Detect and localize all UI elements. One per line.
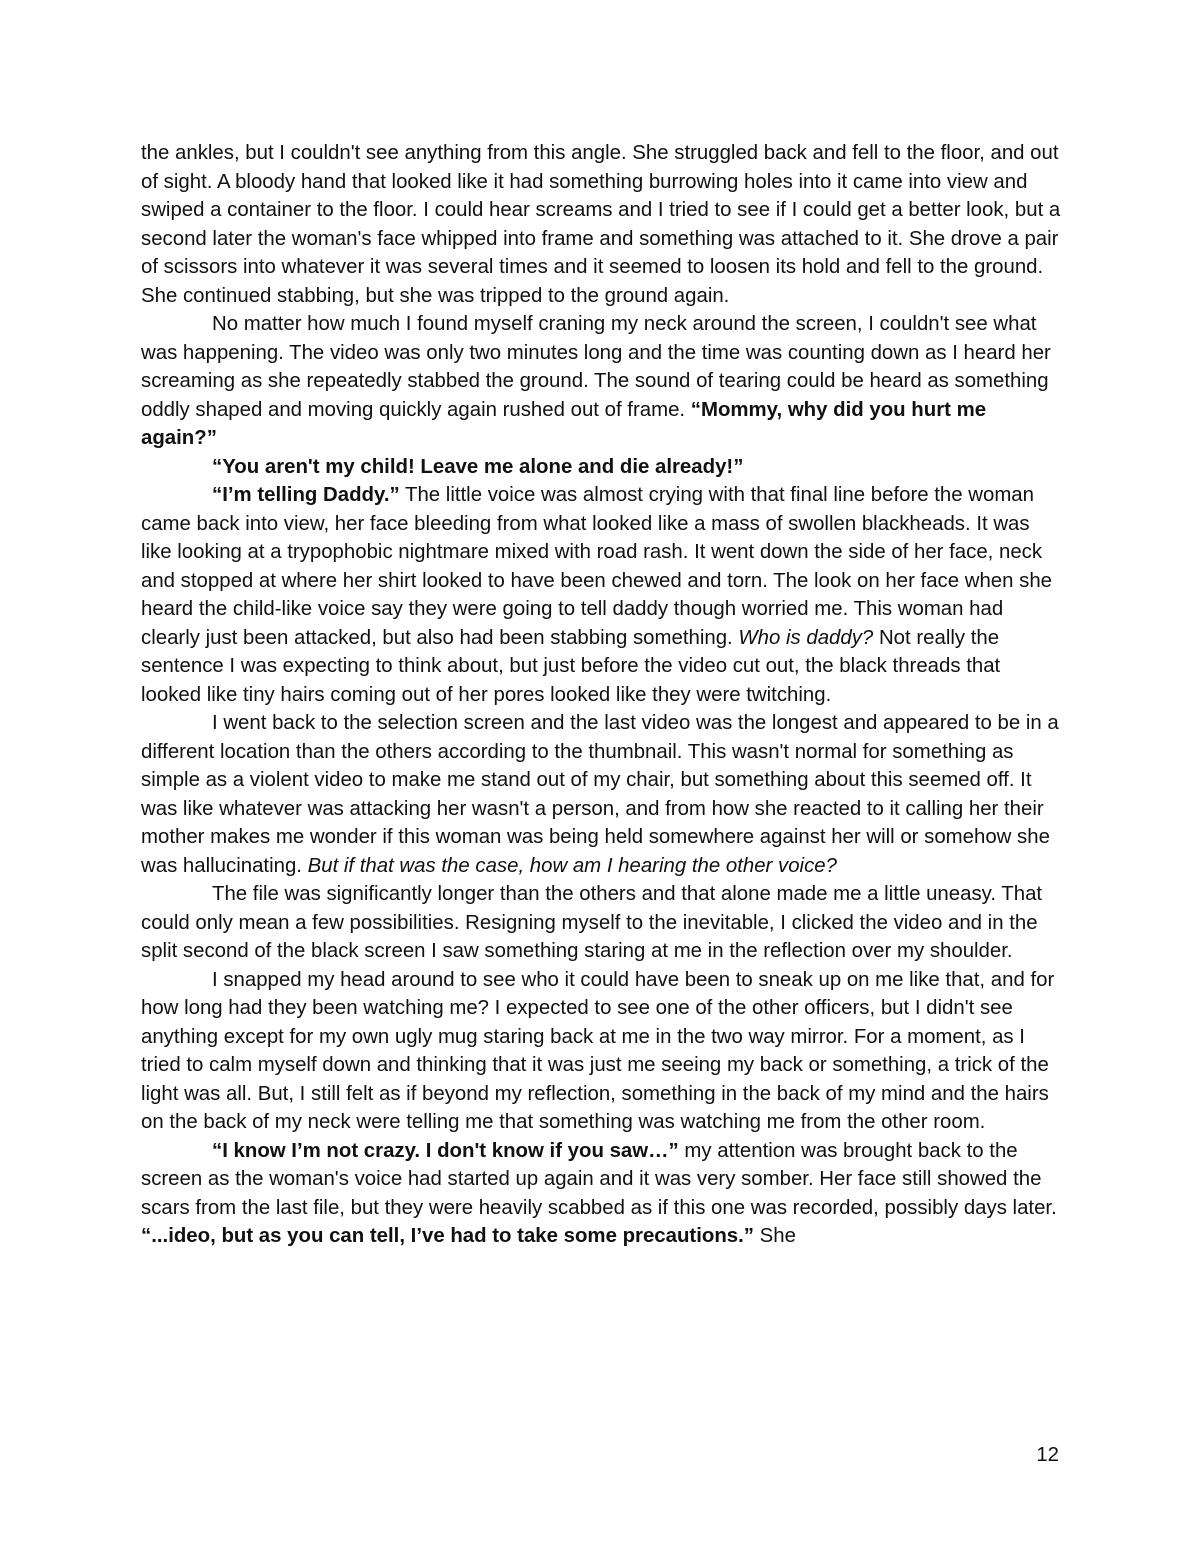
dialogue-text: “You aren't my child! Leave me alone and die already!” <box>212 455 744 478</box>
narrative-text: She <box>754 1225 796 1247</box>
paragraph <box>141 310 1061 453</box>
paragraph <box>141 1137 1061 1251</box>
narrative-text: The little voice was almost crying with that final line before the woman came back into view, her face bleeding from what looked like a mass of swollen blackheads. It was like looking at a trypophobic nightmare mixed with road rash. It went down the side of her face, neck and stopped at where her shirt looked to have been chewed and torn. The look on her face when she heard the child-like voice say they were going to tell daddy though worried me. This woman had clearly just been attacked, but also had been stabbing something. <box>141 484 1053 649</box>
narrative-text: Not really the sentence I was expecting to think about, but just before the video cut out, the black threads that looked like tiny hairs coming out of her pores looked like they were twitching. <box>141 626 1001 706</box>
thought-text: But if that was the case, how am I hearing the other voice? <box>307 854 837 877</box>
page-body <box>141 139 1061 1251</box>
dialogue-text: “I know I’m not crazy. I don't know if you saw…” <box>212 1139 679 1162</box>
dialogue-text: “I’m telling Daddy.” <box>212 484 400 506</box>
narrative-text: No matter how much I found myself craning my neck around the screen, I couldn't see what was happening. The video was only two minutes long and the time was counting down as I heard her screaming as she repeatedly stabbed the ground. The sound of tearing could be heard as something oddly shaped and moving quickly again rushed out of frame. <box>141 313 1051 421</box>
narrative-text: The file was significantly longer than the others and that alone made me a little uneasy. That could only mean a few possibilities. Resigning myself to the inevitable, I clicked the video and in the split second of the black screen I saw something staring at me in the reflection over my shoulder. <box>141 883 1043 962</box>
narrative-text: I went back to the selection screen and the last video was the longest and appeared to be in a different location than the others according to the thumbnail. This wasn't normal for something as simple as a violent video to make me stand out of my chair, but something about this seemed off. It was like whatever was attacking her wasn't a person, and from how she reacted to it calling her their mother makes me wonder if this woman was being held somewhere against her will or somehow she was hallucinating. <box>141 712 1059 877</box>
thought-text: Who is daddy? <box>738 626 874 649</box>
paragraph <box>141 880 1061 966</box>
narrative-text: the ankles, but I couldn't see anything from this angle. She struggled back and fell to the floor, and out of sight. A bloody hand that looked like it had something burrowing holes into it came into view and swiped a container to the floor. I could hear screams and I tried to see if I could get a better look, but a second later the woman's face whipped into frame and something was attached to it. She drove a pair of scissors into whatever it was several times and it seemed to loosen its hold and fell to the ground. She continued stabbing, but she was tripped to the ground again. <box>141 142 1061 307</box>
paragraph <box>141 453 1061 482</box>
narrative-text: my attention was brought back to the screen as the woman's voice had started up again and it was very somber. Her face still showed the scars from the last file, but they were heavily scabbed as if this one was recorded, possibly days later. <box>141 1139 1057 1219</box>
narrative-text: I snapped my head around to see who it could have been to sneak up on me like that, and for how long had they been watching me? I expected to see one of the other officers, but I didn't see anything except for my own ugly mug staring back at me in the two way mirror. For a moment, as I tried to calm myself down and thinking that it was just me seeing my back or something, a trick of the light was all. But, I still felt as if beyond my reflection, something in the back of my mind and the hairs on the back of my neck were telling me that something was watching me from the other room. <box>141 968 1055 1133</box>
paragraph <box>141 139 1061 310</box>
page-number: 12 <box>1036 1444 1059 1466</box>
paragraph <box>141 966 1061 1137</box>
paragraph <box>141 709 1061 880</box>
dialogue-text: “...ideo, but as you can tell, I’ve had to take some precautions.” <box>141 1225 755 1247</box>
dialogue-text: “Mommy, why did you hurt me again?” <box>141 398 987 449</box>
paragraph <box>141 481 1061 709</box>
